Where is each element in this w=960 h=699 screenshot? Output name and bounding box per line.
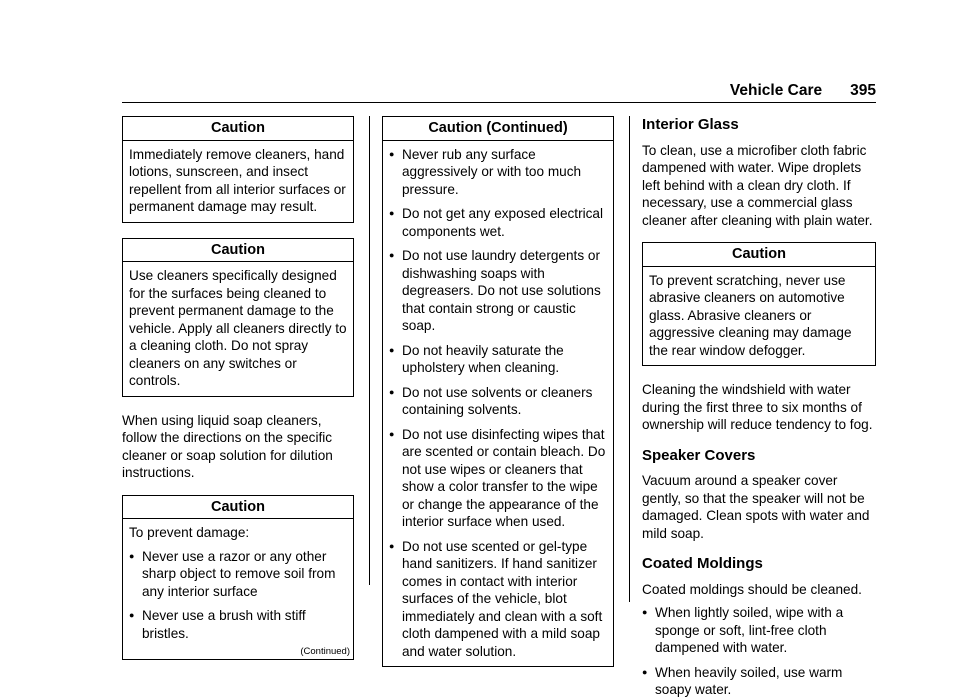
bullet-item	[389, 247, 607, 335]
bullet-icon: ●	[389, 386, 395, 397]
caution-box	[122, 495, 354, 661]
caution-text	[123, 141, 353, 222]
bullet-icon: ●	[389, 344, 395, 355]
section-heading-speaker-covers: Speaker Covers	[642, 446, 756, 464]
caution-lead: To prevent damage:	[129, 525, 250, 540]
bullet-icon: ●	[389, 208, 395, 218]
bullet-icon: ●	[389, 148, 395, 159]
bullet-item	[389, 205, 607, 240]
caution-text	[643, 267, 875, 366]
caution-box	[122, 238, 354, 397]
caution-text	[123, 519, 353, 648]
column-divider-1	[369, 116, 370, 585]
bullet-icon: ●	[129, 550, 135, 561]
body-paragraph: Cleaning the windshield with water during the first three to six months of ownership will reduce tendency to fog.	[642, 382, 873, 432]
bullet-text: Do not get any exposed electrical components wet.	[402, 206, 604, 239]
caution-box	[642, 242, 876, 366]
body-paragraph: To clean, use a microfiber cloth fabric dampened with water. Wipe droplets left behind with a clean dry cloth. If necessary, use a commercial glass cleaner after cleaning with plain water.	[642, 142, 873, 228]
section-heading-coated-moldings: Coated Moldings	[642, 555, 763, 572]
bullet-icon: ●	[389, 250, 395, 260]
header-divider	[122, 102, 876, 103]
bullet-item	[642, 664, 876, 699]
bullet-text: Do not use scented or gel-type hand sanitizers. If hand sanitizer comes in contact with interior surfaces of the vehicle, blot immediately and clean with a soft cloth dampened with a mild soap and water solution.	[402, 538, 603, 659]
bullet-text: Do not heavily saturate the upholstery when cleaning.	[402, 342, 564, 375]
bullet-icon: ●	[389, 540, 395, 551]
bullet-item	[129, 548, 347, 601]
section-heading-interior-glass: Interior Glass	[642, 116, 739, 133]
caution-title: Caution	[123, 496, 353, 520]
bullet-text: When lightly soiled, wipe with a sponge or soft, lint-free cloth dampened with water.	[655, 605, 844, 655]
bullet-text: Never use a brush with stiff bristles.	[142, 608, 306, 641]
column-1	[122, 116, 354, 675]
caution-paragraph: Immediately remove cleaners, hand lotions, sunscreen, and insect repellent from all interior surfaces or permanent damage may result.	[129, 146, 346, 214]
caution-title: Caution	[643, 243, 875, 267]
column-2	[382, 116, 614, 682]
body-paragraph: When using liquid soap cleaners, follow the directions on the specific cleaner or soap solution for dilution instructions.	[122, 412, 333, 480]
caution-title: Caution	[123, 117, 353, 141]
bullet-text: Never use a razor or any other sharp object to remove soil from any interior surface	[142, 548, 336, 599]
caution-box	[122, 116, 354, 223]
bullet-text: Do not use disinfecting wipes that are scented or contain bleach. Do not use wipes or cleaners that show a color transfer to the wipe or change the appearance of the interior surface when used.	[402, 426, 606, 529]
bullet-text: Do not use solvents or cleaners containing solvents.	[402, 384, 593, 417]
bullet-icon: ●	[389, 428, 395, 439]
bullet-icon: ●	[642, 607, 648, 617]
body-paragraph: Vacuum around a speaker cover gently, so that the speaker will not be damaged. Clean spots with water and mild soap.	[642, 473, 870, 541]
bullet-text: When heavily soiled, use warm soapy water.	[655, 664, 843, 697]
caution-title: Caution	[123, 239, 353, 263]
caution-paragraph: Use cleaners specifically designed for the surfaces being cleaned to prevent permanent damage to the vehicle. Apply all cleaners directly to a cleaning cloth. Do not spray cleaners on any switches or controls.	[129, 268, 347, 388]
bullet-item	[389, 426, 607, 531]
bullet-icon: ●	[642, 666, 648, 677]
caution-paragraph: To prevent scratching, never use abrasive cleaners on automotive glass. Abrasive cleaners or aggressive cleaning may damage the rear window defogger.	[649, 272, 852, 358]
bullet-item	[389, 384, 607, 419]
bullet-item	[389, 538, 607, 661]
bullet-text: Do not use laundry detergents or dishwashing soaps with degreasers. Do not use solutions that contain strong or caustic soap.	[402, 248, 601, 333]
bullet-item	[389, 342, 607, 377]
column-3	[642, 116, 876, 699]
caution-title: Caution (Continued)	[383, 117, 613, 141]
bullet-text: Never rub any surface aggressively or with too much pressure.	[402, 146, 582, 197]
section-title: Vehicle Care	[729, 82, 823, 99]
caution-text	[123, 262, 353, 396]
bullet-item	[129, 607, 347, 642]
caution-box	[382, 116, 614, 667]
page-number: 395	[850, 82, 876, 99]
column-divider-2	[629, 116, 630, 602]
body-paragraph: Coated moldings should be cleaned.	[642, 581, 862, 597]
continued-label: (Continued)	[300, 646, 350, 657]
page-header	[730, 82, 876, 100]
bullet-icon: ●	[129, 610, 135, 620]
bullet-item	[642, 604, 876, 657]
bullet-item	[389, 146, 607, 199]
caution-text	[383, 141, 613, 667]
